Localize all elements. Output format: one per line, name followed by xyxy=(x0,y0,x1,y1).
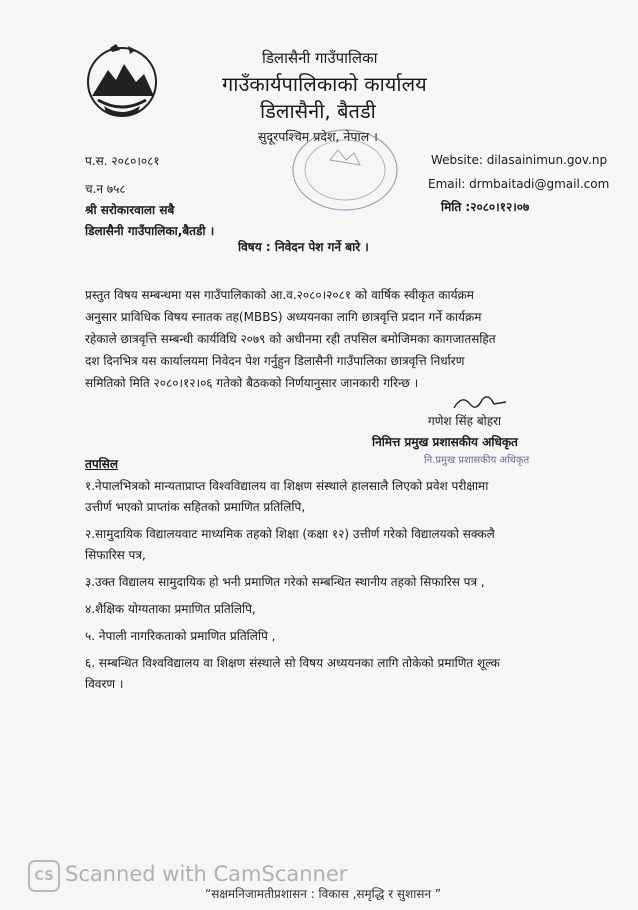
list-item xyxy=(85,476,565,518)
list-item-text: ६. सम्बन्धित विश्वविद्यालय वा शिक्षण संस्थाले सो विषय अध्ययनका लागि तोकेको प्रमाणित शूल्क xyxy=(85,656,500,670)
body-line: प्रस्तुत विषय सम्बन्धमा यस गाउँपालिकाको आ.व.२०८०।२०८१ को वार्षिक स्वीकृत कार्यक्रम xyxy=(85,288,474,302)
office-name: गाउँकार्यपालिकाको कार्यालय xyxy=(222,72,427,96)
signature-icon xyxy=(450,392,510,414)
list-item-text: ५. नेपाली नागरिकताको प्रमाणित प्रतिलिपि , xyxy=(85,629,276,643)
annex-heading: तपसिल xyxy=(85,457,119,471)
addressee-line2: डिलासैनी गाउँपालिका,बैतडी । xyxy=(85,224,215,238)
subject-line: विषय : निवेदन पेश गर्ने बारे । xyxy=(238,240,369,254)
list-item-text: २.सामुदायिक विद्यालयवाट माध्यमिक तहको शिक्षा (कक्षा १२) उत्तीर्ण गरेको विद्यालयको सक्कलै xyxy=(85,527,495,541)
reference-number: प.स. २०८०।०८१ xyxy=(85,154,160,168)
body-line: दश दिनभित्र यस कार्यालयमा निवेदन पेश गर्नुहुन डिलासैनी गाउँपालिका छात्रवृत्ति निर्धारण xyxy=(85,354,465,368)
list-item-text: १.नेपालभित्रको मान्यताप्राप्त विश्वविद्यालय वा शिक्षण संस्थाले हालसालै लिएको प्रवेश परीक्षामा xyxy=(85,479,489,493)
office-location: डिलासैनी, बैतडी xyxy=(260,99,376,123)
list-item xyxy=(85,653,565,695)
body-line: अनुसार प्राविधिक विषय स्नातक तह(MBBS) अध्ययनका लागि छात्रवृत्ति प्रदान गर्ने कार्यक्रम xyxy=(85,310,482,324)
signatory-title: निमित्त प्रमुख प्रशासकीय अधिकृत xyxy=(372,435,518,449)
list-item xyxy=(85,572,565,593)
nepal-emblem-icon xyxy=(80,40,164,120)
annex-list xyxy=(85,476,565,695)
camscanner-logo-icon: CS xyxy=(28,860,60,892)
list-item-text: ४.शैक्षिक योग्यताका प्रमाणित प्रतिलिपि, xyxy=(85,602,256,616)
signatory-stamp: नि.प्रमुख प्रशासकीय अधिकृत xyxy=(424,455,530,466)
body-line: समितिको मिति २०८०।१२।०६ गतेको बैठकको निर्णयानुसार जानकारी गरिन्छ । xyxy=(85,376,419,390)
list-item-text: सिफारिस पत्र, xyxy=(85,548,146,562)
letter-date: मिति :२०८०।१२।०७ xyxy=(441,200,530,214)
list-item-text: विवरण । xyxy=(85,677,124,691)
camscanner-watermark: Scanned with CamScanner xyxy=(65,862,348,886)
province-line: सुदूरपश्चिम प्रदेश, नेपाल । xyxy=(258,129,378,144)
list-item xyxy=(85,626,565,647)
signatory-name: गणेश सिंह बोहरा xyxy=(428,414,502,428)
list-item xyxy=(85,524,565,566)
website-text: Website: dilasainimun.gov.np xyxy=(431,153,608,167)
letter-body xyxy=(85,284,555,394)
footer-slogan: “सक्षमनिजामतीप्रशासन : विकास ,समृद्धि र सुशासन ” xyxy=(205,887,442,901)
office-stamp-icon xyxy=(290,125,400,215)
list-item-text: ३.उक्त विद्यालय सामुदायिक हो भनी प्रमाणित गरेको सम्बन्धित स्थानीय तहको सिफारिस पत्र , xyxy=(85,575,485,589)
list-item-text: उत्तीर्ण भएको प्राप्तांक सहितको प्रमाणित प्रतिलिपि, xyxy=(85,500,306,514)
municipality-name: डिलासैनी गाउँपालिका xyxy=(262,49,378,67)
email-text: Email: drmbaitadi@gmail.com xyxy=(428,177,610,191)
addressee-line1: श्री सरोकारवाला सबै xyxy=(85,203,175,217)
body-line: रहेकाले छात्रवृत्ति सम्बन्धी कार्यविधि २०७९ को अधीनमा रही तपसिल बमोजिमका कागजातसहित xyxy=(85,332,496,346)
dispatch-number: च.न ७५८ xyxy=(85,182,126,196)
list-item xyxy=(85,599,565,620)
